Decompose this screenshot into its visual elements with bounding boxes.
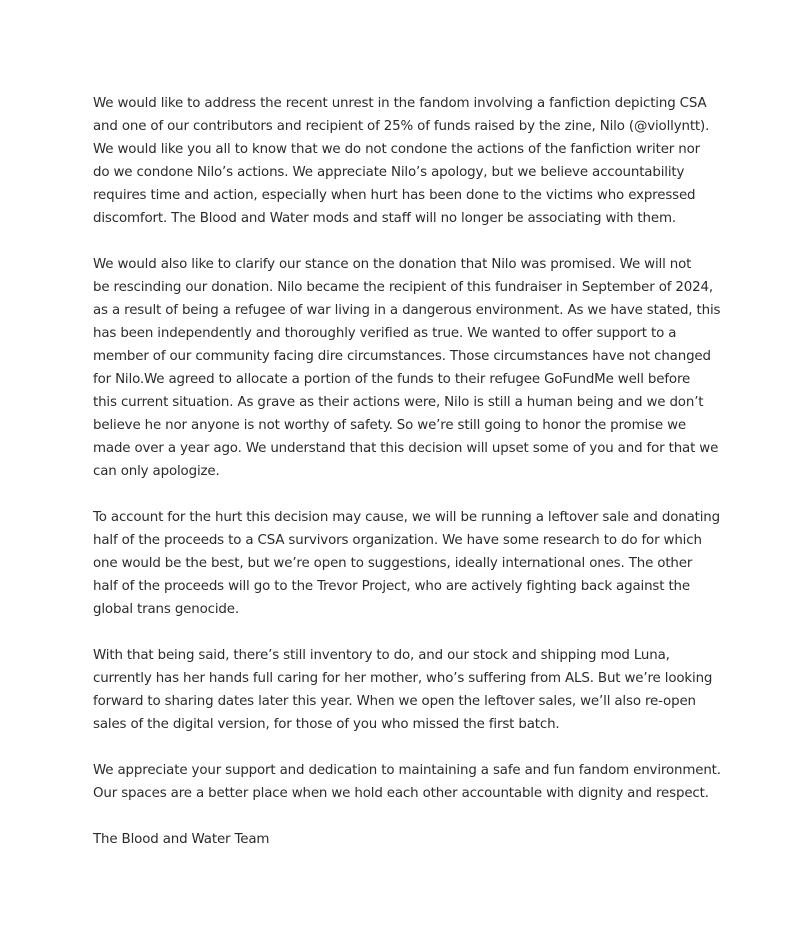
text-line: We would also like to clarify our stance on the donation that Nilo was promised. We will not — [93, 257, 692, 272]
text-line: for Nilo.We agreed to allocate a portion of the funds to their refugee GoFundMe well before — [93, 372, 691, 387]
text-line: has been independently and thoroughly verified as true. We wanted to offer support to a — [93, 326, 677, 341]
text-line: currently has her hands full caring for her mother, who’s suffering from ALS. But we’re looking — [93, 671, 713, 686]
text-line: one would be the best, but we’re open to suggestions, ideally international ones. The other — [93, 556, 693, 571]
text-line: forward to sharing dates later this year. When we open the leftover sales, we’ll also re-open — [93, 694, 696, 709]
paragraph-address-unrest — [93, 92, 721, 230]
signature: The Blood and Water Team — [93, 832, 270, 847]
text-line: requires time and action, especially when hurt has been done to the victims who expressed — [93, 188, 696, 203]
text-line: Our spaces are a better place when we hold each other accountable with dignity and respect. — [93, 786, 709, 801]
paragraph-donation-stance — [93, 253, 721, 483]
text-line: We would like you all to know that we do not condone the actions of the fanfiction writer nor — [93, 142, 700, 157]
text-line: member of our community facing dire circumstances. Those circumstances have not changed — [93, 349, 711, 364]
paragraph-leftover-sale — [93, 506, 721, 621]
text-line: as a result of being a refugee of war living in a dangerous environment. As we have stated, this — [93, 303, 721, 318]
text-line: To account for the hurt this decision may cause, we will be running a leftover sale and donating — [93, 510, 720, 525]
text-line: half of the proceeds to a CSA survivors organization. We have some research to do for which — [93, 533, 702, 548]
text-line: sales of the digital version, for those of you who missed the first batch. — [93, 717, 560, 732]
text-line: With that being said, there’s still inventory to do, and our stock and shipping mod Luna, — [93, 648, 670, 663]
text-line: do we condone Nilo’s actions. We appreciate Nilo’s apology, but we believe accountability — [93, 165, 685, 180]
text-line: We would like to address the recent unrest in the fandom involving a fanfiction depicting CSA — [93, 96, 707, 111]
text-line: global trans genocide. — [93, 602, 239, 617]
statement-document — [93, 92, 721, 851]
text-line: We appreciate your support and dedication to maintaining a safe and fun fandom environment. — [93, 763, 721, 778]
text-line: can only apologize. — [93, 464, 220, 479]
paragraph-appreciation — [93, 759, 721, 805]
text-line: half of the proceeds will go to the Trevor Project, who are actively fighting back against the — [93, 579, 690, 594]
text-line: be rescinding our donation. Nilo became the recipient of this fundraiser in September of 2024, — [93, 280, 713, 295]
text-line: believe he nor anyone is not worthy of safety. So we’re still going to honor the promise we — [93, 418, 686, 433]
text-line: and one of our contributors and recipient of 25% of funds raised by the zine, Nilo (@viollyntt). — [93, 119, 710, 134]
text-line: this current situation. As grave as their actions were, Nilo is still a human being and we don’t — [93, 395, 704, 410]
paragraph-inventory-update — [93, 644, 721, 736]
text-line: discomfort. The Blood and Water mods and staff will no longer be associating with them. — [93, 211, 676, 226]
text-line: made over a year ago. We understand that this decision will upset some of you and for that we — [93, 441, 719, 456]
